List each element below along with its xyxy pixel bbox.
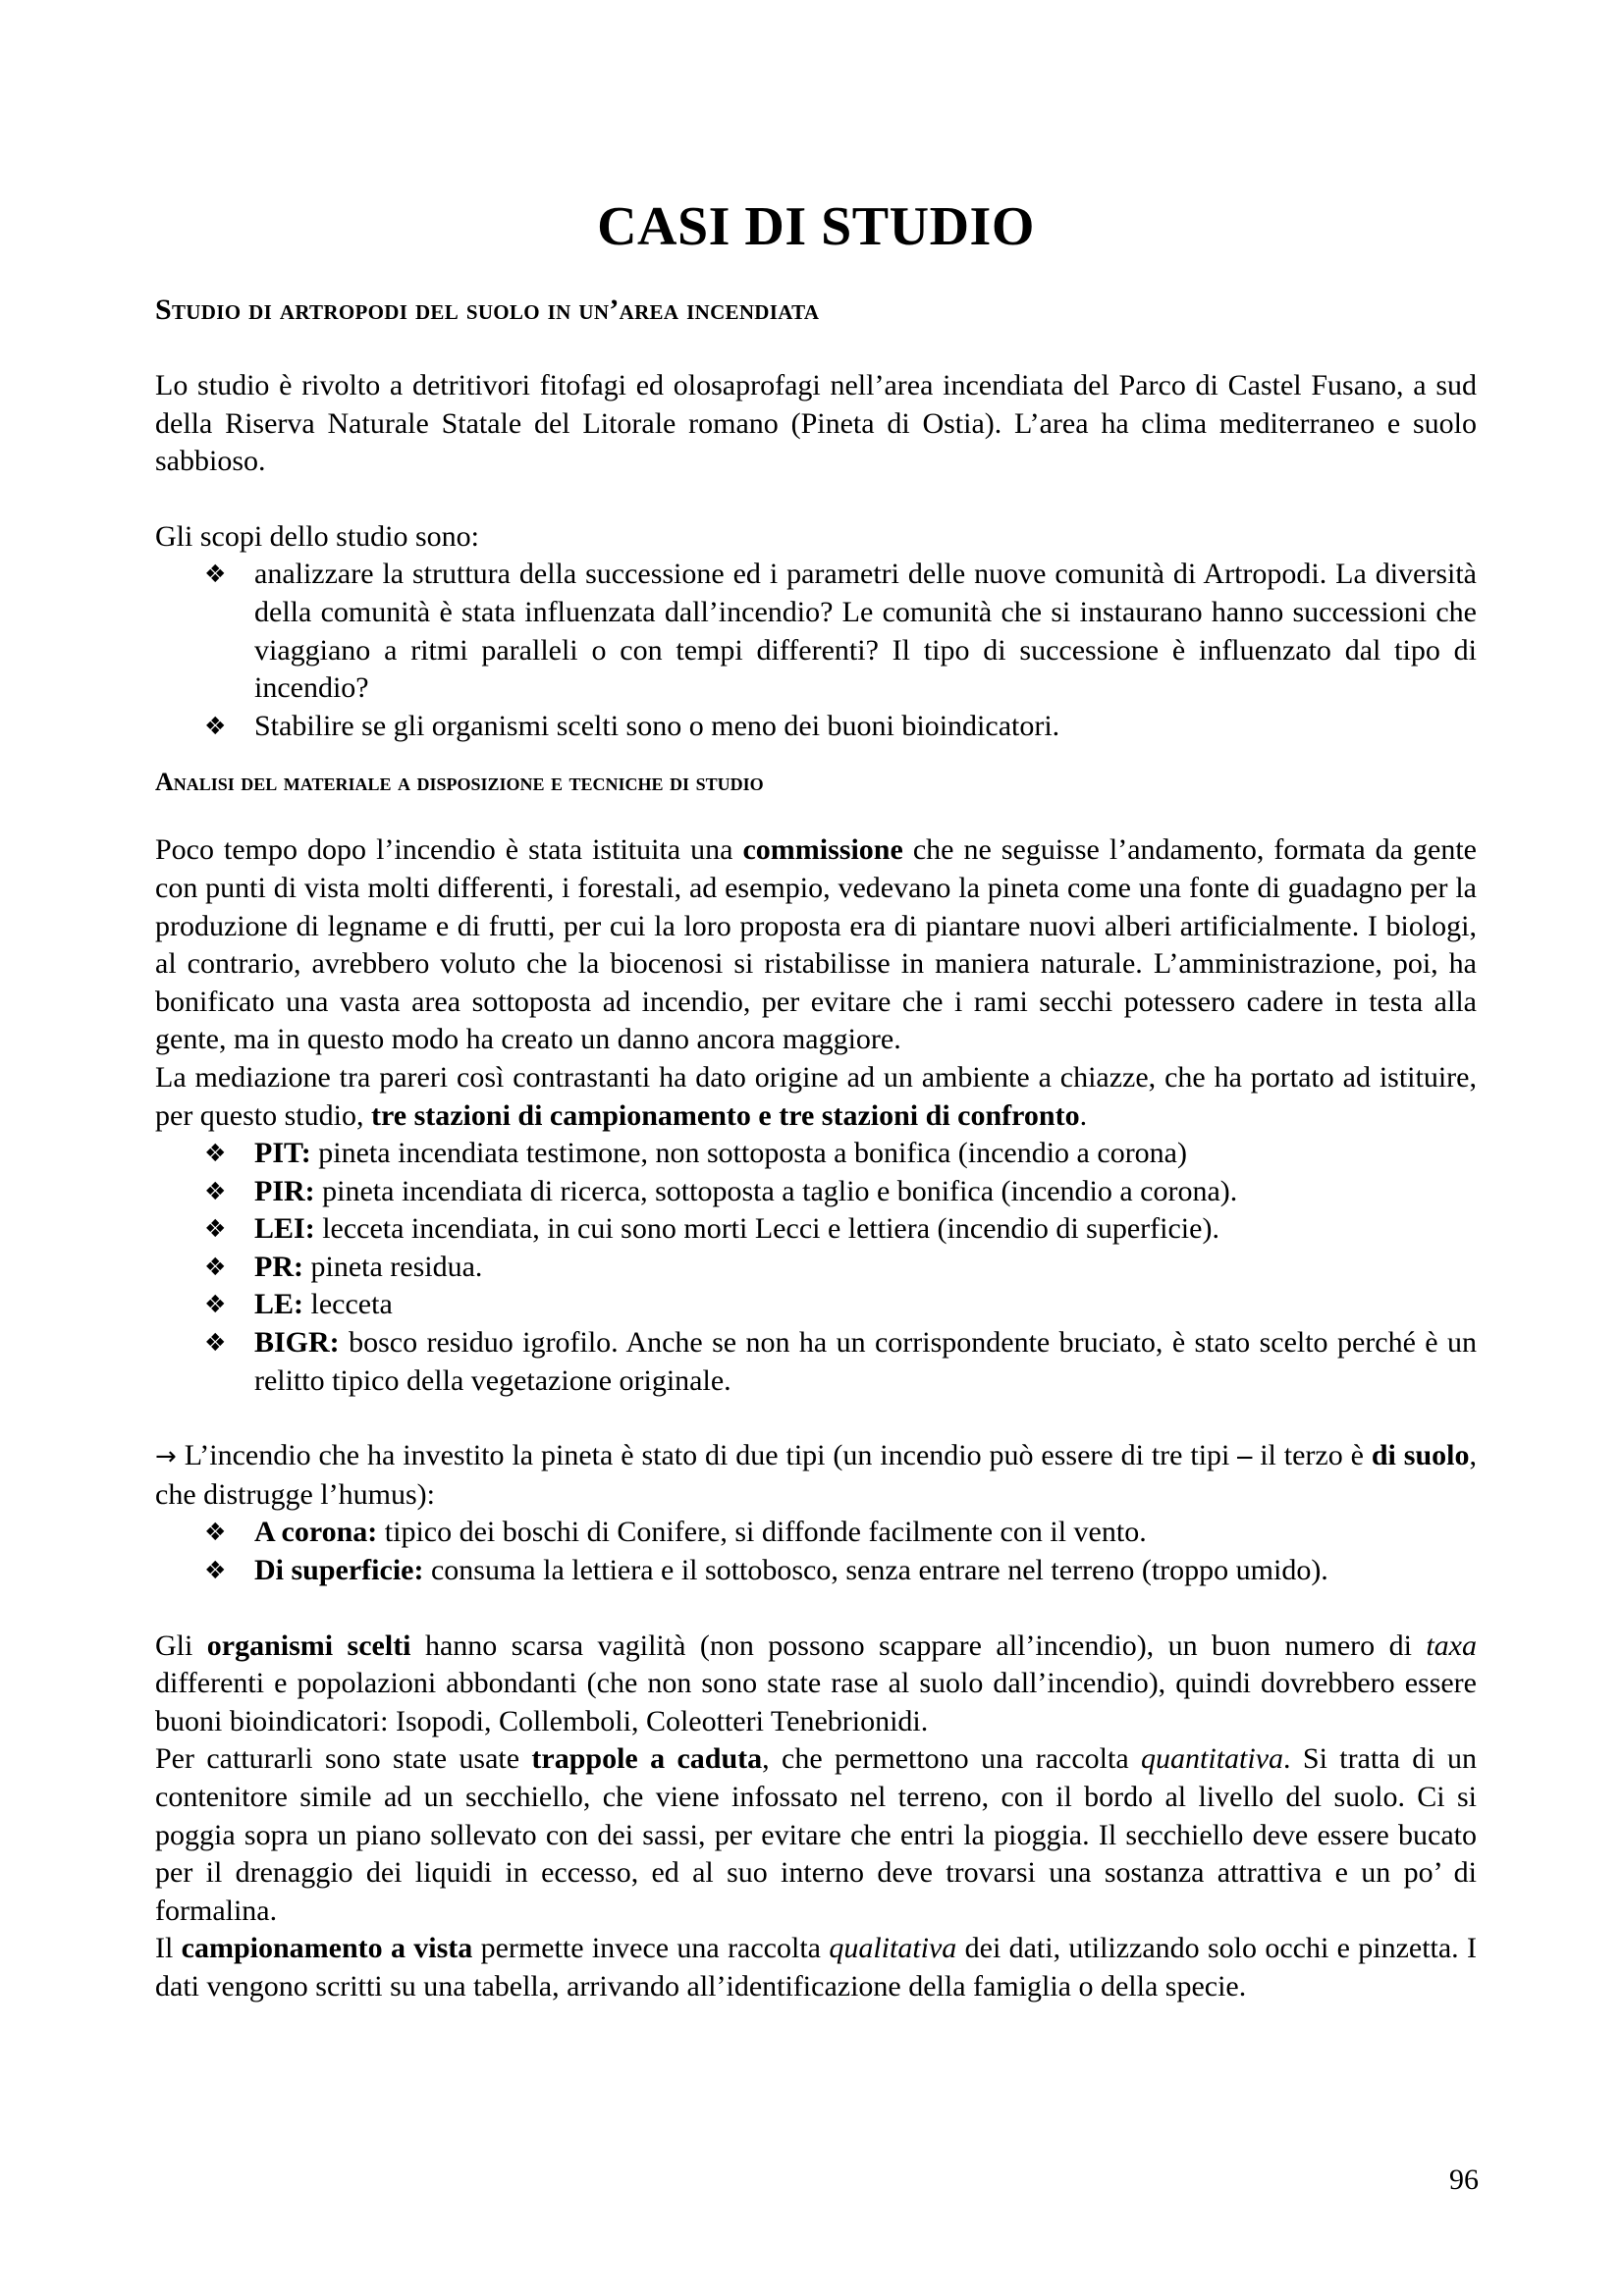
diamond-bullet-icon: ❖: [204, 1518, 227, 1547]
page-title: CASI DI STUDIO: [597, 196, 1035, 257]
fire-type-label: Di superficie:: [254, 1554, 424, 1587]
fire-type-label: A corona:: [254, 1516, 378, 1549]
diamond-bullet-icon: ❖: [204, 1214, 227, 1244]
aim-text: analizzare la struttura della successione ed i parametri delle nuove comunità di Artropodi. La diversità della comunità è stata influenzata dall’incendio? Le comunità che si instaurano hanno successioni che viaggiano a ritmi paralleli o con tempi differenti? Il tipo di successione è influenzato dal tipo di incendio?: [254, 558, 1477, 705]
aim-text: Stabilire se gli organismi scelti sono o meno dei buoni bioindicatori.: [254, 709, 1060, 742]
list-item: [155, 708, 1477, 746]
page-number: 96: [1449, 2163, 1479, 2196]
italic-term: taxa: [1426, 1629, 1477, 1662]
list-item: ❖ A corona: tipico dei boschi di Conifere, si diffonde facilmente con il vento.: [155, 1514, 1477, 1552]
fire-types-list: [155, 1514, 1477, 1589]
station-code: LE:: [254, 1288, 304, 1321]
diamond-bullet-icon: ❖: [204, 711, 227, 740]
traps-paragraph: Per catturarli sono state usate trappole a caduta, che permettono una raccolta quantitativa. Si tratta di un contenitore simile ad un secchiello, che viene infossato nel terreno, con il bordo al livello del suolo. Ci si poggia sopra un piano sollevato con dei sassi, per evitare che entri la pioggia. Il secchiello deve essere bucato per il drenaggio dei liquidi in eccesso, ed al suo interno deve trovarsi una sostanza attrattiva e un po’ di formalina.: [155, 1742, 1477, 1927]
stations-list: [155, 1135, 1477, 1400]
diamond-bullet-icon: ❖: [204, 1139, 227, 1168]
list-item: ❖ LEI: lecceta incendiata, in cui sono morti Lecci e lettiera (incendio di superficie).: [155, 1210, 1477, 1249]
list-item: ❖ Di superficie: consuma la lettiera e il sottobosco, senza entrare nel terreno (troppo umido).: [155, 1552, 1477, 1590]
italic-term: qualitativa: [829, 1932, 957, 1965]
commission-paragraph: Poco tempo dopo l’incendio è stata istituita una commissione che ne seguisse l’andamento, formata da gente con punti di vista molti differenti, i forestali, ad esempio, vedevano la pineta come una fonte di guadagno per la produzione di legname e di frutti, per cui la loro proposta era di piantare nuovi alberi artificialmente. I biologi, al contrario, avrebbero voluto che la biocenosi si ristabilisse in maniera naturale. L’amministrazione, poi, ha bonificato una vasta area sottoposta ad incendio, per evitare che i rami secchi potessero cadere in testa alla gente, ma in questo modo ha creato un danno ancora maggiore.: [155, 833, 1477, 1056]
bold-term: commissione: [742, 833, 903, 867]
list-item: ❖ LE: lecceta: [155, 1286, 1477, 1324]
diamond-bullet-icon: ❖: [204, 1176, 227, 1205]
visual-sampling-paragraph: Il campionamento a vista permette invece una raccolta qualitativa dei dati, utilizzando solo occhi e pinzetta. I dati vengono scritti su una tabella, arrivando all’identificazione della famiglia o della specie.: [155, 1932, 1477, 2002]
station-code: LEI:: [254, 1212, 315, 1246]
bold-term: organismi scelti: [206, 1629, 411, 1662]
list-item: ❖ PIR: pineta incendiata di ricerca, sottoposta a taglio e bonifica (incendio a corona).: [155, 1173, 1477, 1211]
mediation-paragraph: La mediazione tra pareri così contrastanti ha dato origine ad un ambiente a chiazze, che ha portato ad istituire, per questo studio, tre stazioni di campionamento e tre stazioni di confronto.: [155, 1060, 1477, 1132]
list-item: ❖ BIGR: bosco residuo igrofilo. Anche se non ha un corrispondente bruciato, è stato scelto perché è un relitto tipico della vegetazione originale.: [204, 1326, 1477, 1397]
organisms-paragraph: Gli organismi scelti hanno scarsa vagilità (non possono scappare all’incendio), un buon numero di taxa differenti e popolazioni abbondanti (che non sono state rase al suolo dall’incendio), quindi dovrebbero essere buoni bioindicatori: Isopodi, Collemboli, Coleotteri Tenebrionidi.: [155, 1629, 1477, 1737]
arrow-right-icon: →: [155, 1442, 177, 1472]
diamond-bullet-icon: ❖: [204, 1556, 227, 1585]
diamond-bullet-icon: ❖: [204, 1252, 227, 1281]
station-code: PIT:: [254, 1137, 311, 1170]
subsection-heading: Analisi del materiale a disposizione e tecniche di studio: [155, 768, 764, 797]
diamond-bullet-icon: ❖: [204, 1328, 227, 1358]
station-code: PR:: [254, 1250, 303, 1283]
diamond-bullet-icon: ❖: [204, 560, 227, 589]
italic-term: quantitativa: [1141, 1742, 1284, 1776]
aims-intro: Gli scopi dello studio sono:: [155, 519, 479, 553]
bold-term: campionamento a vista: [181, 1932, 473, 1965]
bold-term: di suolo: [1371, 1439, 1470, 1472]
list-item: ❖ PIT: pineta incendiata testimone, non sottoposta a bonifica (incendio a corona): [155, 1135, 1477, 1173]
fire-paragraph: → L’incendio che ha investito la pineta è stato di due tipi (un incendio può essere di tre tipi – il terzo è di suolo, che distrugge l’humus):: [155, 1439, 1477, 1511]
diamond-bullet-icon: ❖: [204, 1290, 227, 1319]
station-code: PIR:: [254, 1174, 315, 1207]
intro-paragraph: Lo studio è rivolto a detritivori fitofagi ed olosaprofagi nell’area incendiata del Parco di Castel Fusano, a sud della Riserva Naturale Statale del Litorale romano (Pineta di Ostia). L’area ha clima mediterraneo e suolo sabbioso.: [155, 369, 1477, 478]
bold-term: tre stazioni di campionamento e tre stazioni di confronto: [370, 1098, 1080, 1132]
station-code: BIGR:: [254, 1326, 340, 1360]
list-item: ❖ PR: pineta residua.: [155, 1249, 1477, 1287]
bold-term: trappole a caduta: [531, 1742, 763, 1776]
list-item: [155, 556, 1477, 707]
aims-list: [155, 556, 1477, 745]
section-heading: Studio di artropodi del suolo in un’area incendiata: [155, 294, 820, 326]
page-content: [155, 192, 1477, 2006]
